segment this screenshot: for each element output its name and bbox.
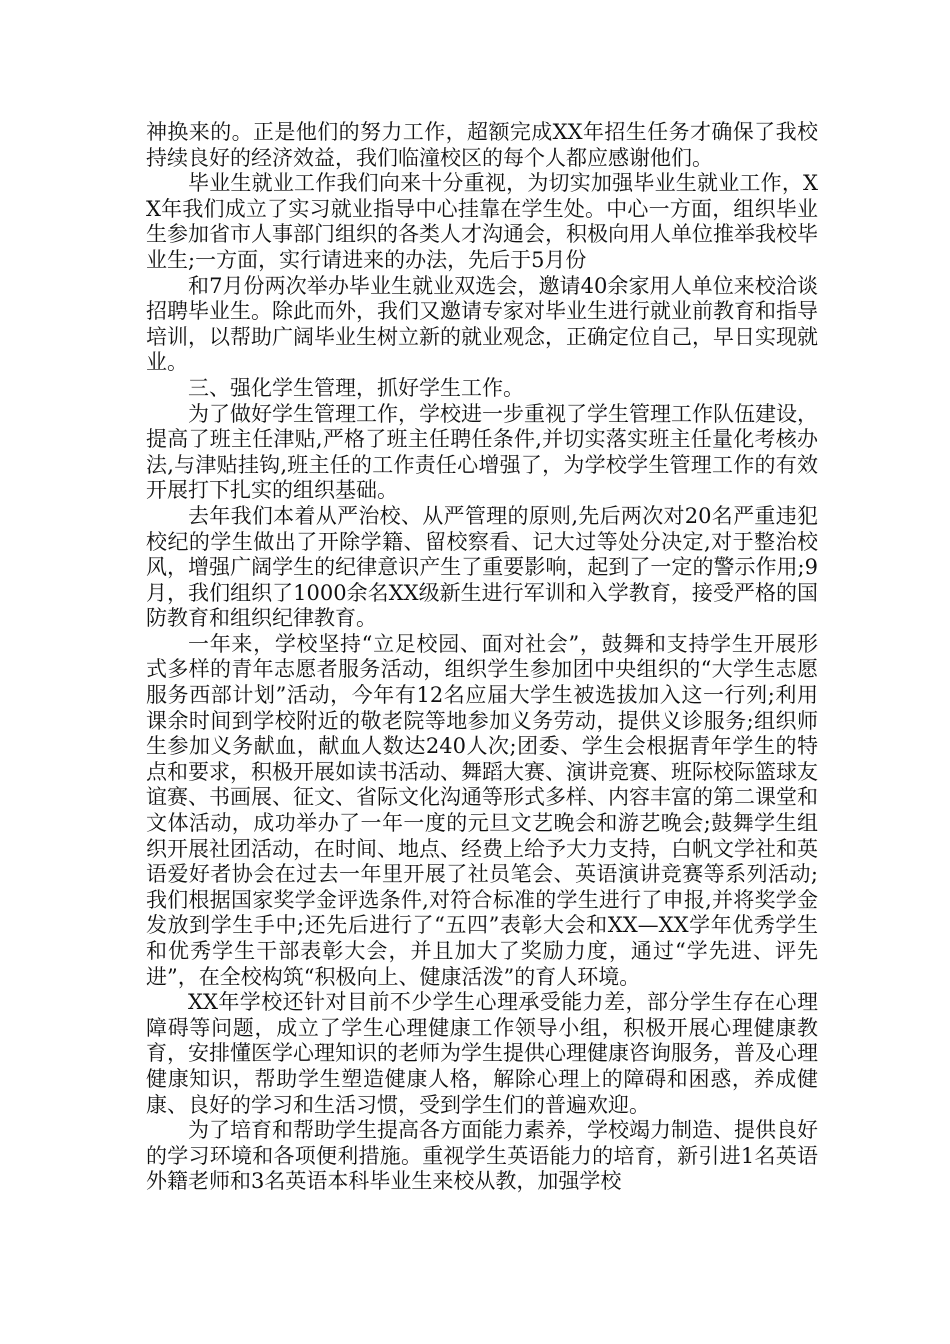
paragraph-3: 和7月份两次举办毕业生就业双选会，邀请40余家用人单位来校洽谈招聘毕业生。除此而外，我们又邀请专家对毕业生进行就业前教育和指导培训，以帮助广阔毕业生树立新的就业观念，正确定位自己，早日实现就业。 xyxy=(146,273,818,375)
paragraph-2: 毕业生就业工作我们向来十分重视，为切实加强毕业生就业工作，XX年我们成立了实习就业指导中心挂靠在学生处。中心一方面，组织毕业生参加省市人事部门组织的各类人才沟通会，积极向用人单位推举我校毕业生;一方面，实行请进来的办法，先后于5月份 xyxy=(146,171,818,272)
document-page xyxy=(146,120,818,1195)
paragraph-5: 为了做好学生管理工作，学校进一步重视了学生管理工作队伍建设，提高了班主任津贴,严格了班主任聘任条件,并切实落实班主任量化考核办法,与津贴挂钩,班主任的工作责任心增强了，为学校学生管理工作的有效开展打下扎实的组织基础。 xyxy=(146,401,818,503)
paragraph-9: 为了培育和帮助学生提高各方面能力素养，学校竭力制造、提供良好的学习环境和各项便利措施。重视学生英语能力的培育，新引进1名英语外籍老师和3名英语本科毕业生来校从教，加强学校 xyxy=(146,1118,818,1194)
section-heading: 三、强化学生管理，抓好学生工作。 xyxy=(188,375,524,400)
paragraph-8: XX年学校还针对目前不少学生心理承受能力差，部分学生存在心理障碍等问题，成立了学生心理健康工作领导小组，积极开展心理健康教育，安排懂医学心理知识的老师为学生提供心理健康咨询服务，普及心理健康知识，帮助学生塑造健康人格，解除心理上的障碍和困惑，养成健康、良好的学习和生活习惯，受到学生们的普遍欢迎。 xyxy=(146,990,818,1117)
paragraph-7: 一年来，学校坚持“立足校园、面对社会”，鼓舞和支持学生开展形式多样的青年志愿者服务活动，组织学生参加团中央组织的“大学生志愿服务西部计划”活动，今年有12名应届大学生被选拔加入这一行列;利用课余时间到学校附近的敬老院等地参加义务劳动，提供义诊服务;组织师生参加义务献血，献血人数达240人次;团委、学生会根据青年学生的特点和要求，积极开展如读书活动、舞蹈大赛、演讲竞赛、班际校际篮球友谊赛、书画展、征文、省际文化沟通等形式多样、内容丰富的第二课堂和文体活动，成功举办了一年一度的元旦文艺晚会和游艺晚会;鼓舞学生组织开展社团活动，在时间、地点、经费上给予大力支持，白帆文学社和英语爱好者协会在过去一年里开展了社员笔会、英语演讲竞赛等系列活动;我们根据国家奖学金评选条件,对符合标准的学生进行了申报,并将奖学金发放到学生手中;还先后进行了“五四”表彰大会和XX—XX学年优秀学生和优秀学生干部表彰大会，并且加大了奖励力度，通过“学先进、评先进”，在全校构筑“积极向上、健康活泼”的育人环境。 xyxy=(146,631,818,989)
paragraph-1: 神换来的。正是他们的努力工作，超额完成XX年招生任务才确保了我校持续良好的经济效益，我们临潼校区的每个人都应感谢他们。 xyxy=(146,120,818,170)
paragraph-6: 去年我们本着从严治校、从严管理的原则,先后两次对20名严重违犯校纪的学生做出了开除学籍、留校察看、记大过等处分决定,对于整治校风，增强广阔学生的纪律意识产生了重要影响，起到了一定的警示作用;9月，我们组织了1000余名XX级新生进行军训和入学教育，接受严格的国防教育和组织纪律教育。 xyxy=(146,503,818,631)
